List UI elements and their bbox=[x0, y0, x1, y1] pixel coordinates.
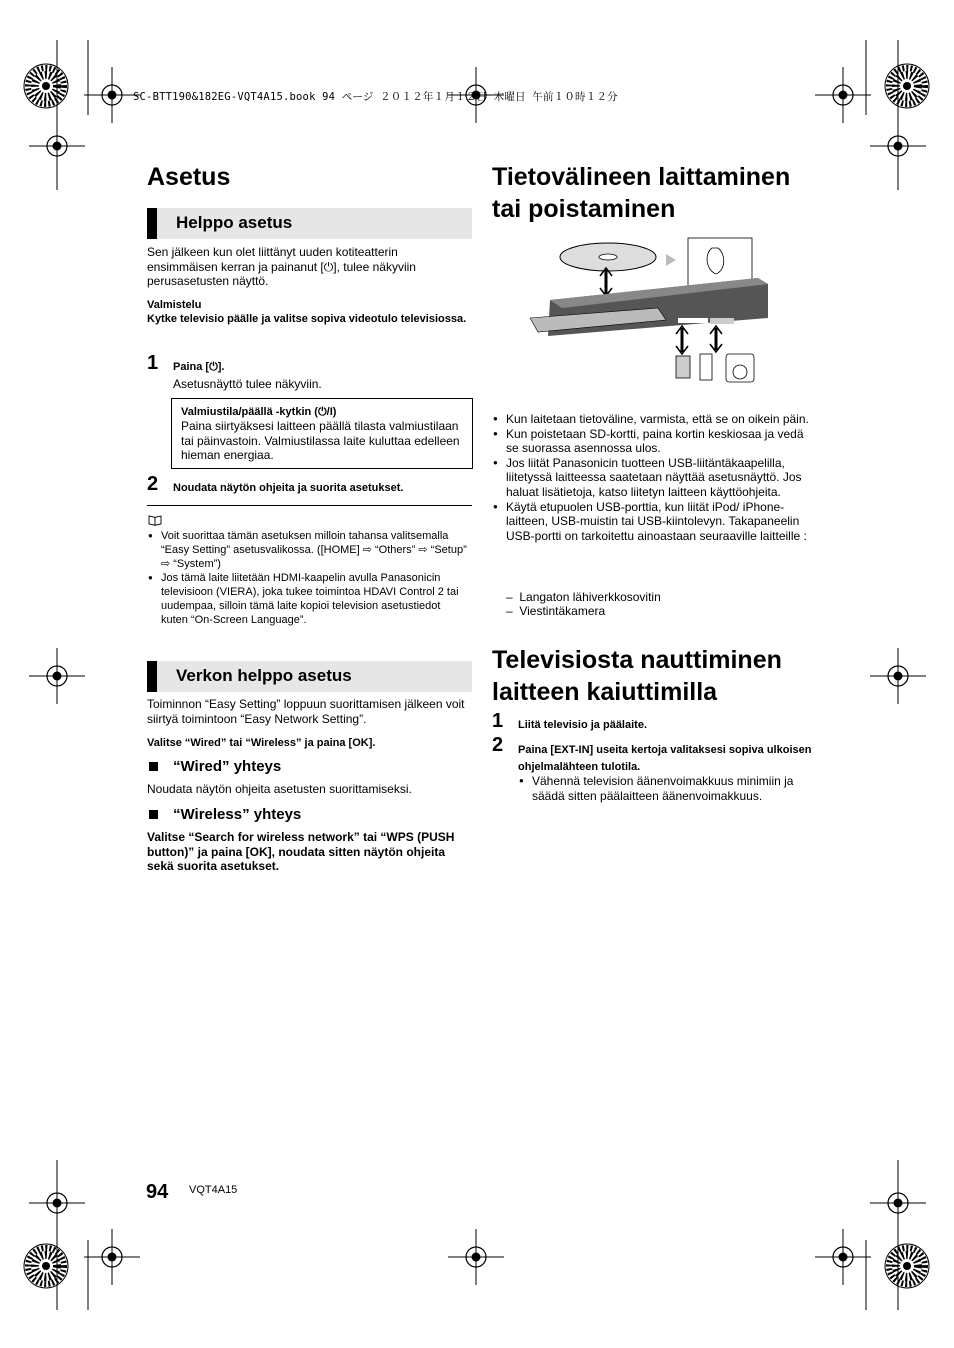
network-intro: Toiminnon “Easy Setting” loppuun suorittamisen jälkeen voit siirtyä toimintoon “Easy Network Setting”. bbox=[147, 697, 465, 726]
tv-step-2-note bbox=[519, 774, 819, 803]
tv-step-1-number: 1 bbox=[492, 710, 504, 732]
page-number: 94 bbox=[146, 1181, 169, 1203]
section-title-media: Tietovälineen laittaminen tai poistaminen bbox=[492, 163, 791, 223]
square-bullet bbox=[149, 762, 158, 771]
media-note-item: ● Kun laitetaan tietoväline, varmista, että se on oikein päin. bbox=[493, 412, 818, 427]
note-item: ● Jos tämä laite liitetään HDMI-kaapelin avulla Panasonicin televisioon (VIERA), joka tukee toimintoa HDAVI Control 2 tai uudempaa, silloin tämä laite kopioi television asetustiedot kuten “On-Screen Language”. bbox=[148, 571, 470, 627]
tv-step-2-number: 2 bbox=[492, 734, 504, 756]
section-title-tv-speakers: Televisiosta nauttiminen laitteen kaiuttimilla bbox=[492, 646, 782, 706]
wired-heading: “Wired” yhteys bbox=[173, 758, 282, 775]
section-heading-helppo-asetus: Helppo asetus bbox=[147, 208, 472, 239]
media-note-item: ● Jos liität Panasonicin tuotteen USB-liitäntäkaapelilla, liitetyssä laitteessa saatetaan näyttää asetusnäyttö. Jos haluat lisätietoja, katso liitetyn laitteen käyttöohjeita. bbox=[493, 456, 818, 500]
book-icon bbox=[148, 515, 162, 526]
wireless-text: Valitse “Search for wireless network” tai “WPS (PUSH button)” ja paina [OK], noudata sitten näytön ohjeita sekä suorita asetukset. bbox=[147, 830, 455, 874]
wireless-heading: “Wireless” yhteys bbox=[173, 806, 302, 823]
step-2-number: 2 bbox=[147, 473, 159, 495]
print-header-line: SC-BTT190&182EG-VQT4A15.book 94 ページ ２０１２年１月１２日 木曜日 午前１０時１２分 bbox=[133, 91, 618, 103]
prep-text: Kytke televisio päälle ja valitse sopiva videotulo televisiossa. bbox=[147, 313, 467, 325]
standby-switch-info-box bbox=[171, 398, 473, 469]
tv-step-1-text: Liitä televisio ja päälaite. bbox=[518, 719, 647, 731]
section-heading-verkon-helppo-asetus: Verkon helppo asetus bbox=[147, 661, 472, 692]
step-1-title: Paina [⏻]. bbox=[173, 361, 225, 373]
dash-item: – Viestintäkamera bbox=[506, 604, 606, 618]
notes-list bbox=[148, 529, 470, 627]
step-1-text: Asetusnäyttö tulee näkyviin. bbox=[173, 377, 322, 391]
document-code: VQT4A15 bbox=[189, 1184, 238, 1196]
tv-note-item: ● Vähennä television äänenvoimakkuus minimiin ja säädä sitten päälaitteen äänenvoimakkuus. bbox=[519, 774, 819, 803]
network-instruction: Valitse “Wired” tai “Wireless” ja paina [OK]. bbox=[147, 737, 376, 749]
tv-step-2-text: Paina [EXT-IN] useita kertoja valitaksesi sopiva ulkoisen ohjelmalähteen tulotila. bbox=[518, 744, 812, 773]
square-bullet bbox=[149, 810, 158, 819]
media-note-item: ● Käytä etupuolen USB-porttia, kun liität iPod/ iPhone-laitteen, USB-muistin tai USB-kiintolevyn. Takapaneelin USB-portti on tarkoitettu ainoastaan seuraaville laitteille : bbox=[493, 500, 818, 544]
dash-item: – Langaton lähiverkkosovitin bbox=[506, 590, 661, 604]
media-note-item: ● Kun poistetaan SD-kortti, paina kortin keskiosaa ja vedä se suorassa asennossa ulos. bbox=[493, 427, 818, 456]
step-1-number: 1 bbox=[147, 352, 159, 374]
standby-box-title: Valmiustila/päällä -kytkin (⏻/I) bbox=[181, 406, 337, 418]
step-2-title: Noudata näytön ohjeita ja suorita asetukset. bbox=[173, 482, 404, 494]
page-title-asetus: Asetus bbox=[147, 163, 231, 191]
wired-text: Noudata näytön ohjeita asetusten suorittamiseksi. bbox=[147, 782, 412, 796]
prep-label: Valmistelu bbox=[147, 299, 202, 311]
standby-box-text: Paina siirtyäksesi laitteen päällä tilasta valmiustilaan tai päinvastoin. Valmiustilassa laite kuluttaa edelleen hieman energiaa. bbox=[181, 419, 460, 463]
divider bbox=[147, 505, 472, 506]
note-item: ● Voit suorittaa tämän asetuksen milloin tahansa valitsemalla “Easy Setting” asetusvalikossa. ([HOME] ⇨ “Others” ⇨ “Setup” ⇨ “System”) bbox=[148, 529, 470, 571]
media-insertion-illustration bbox=[528, 236, 788, 384]
media-notes-list bbox=[493, 412, 818, 543]
intro-paragraph: Sen jälkeen kun olet liittänyt uuden kotiteatterin ensimmäisen kerran ja painanut [⏻], tulee näkyviin perusasetusten näyttö. bbox=[147, 245, 416, 289]
